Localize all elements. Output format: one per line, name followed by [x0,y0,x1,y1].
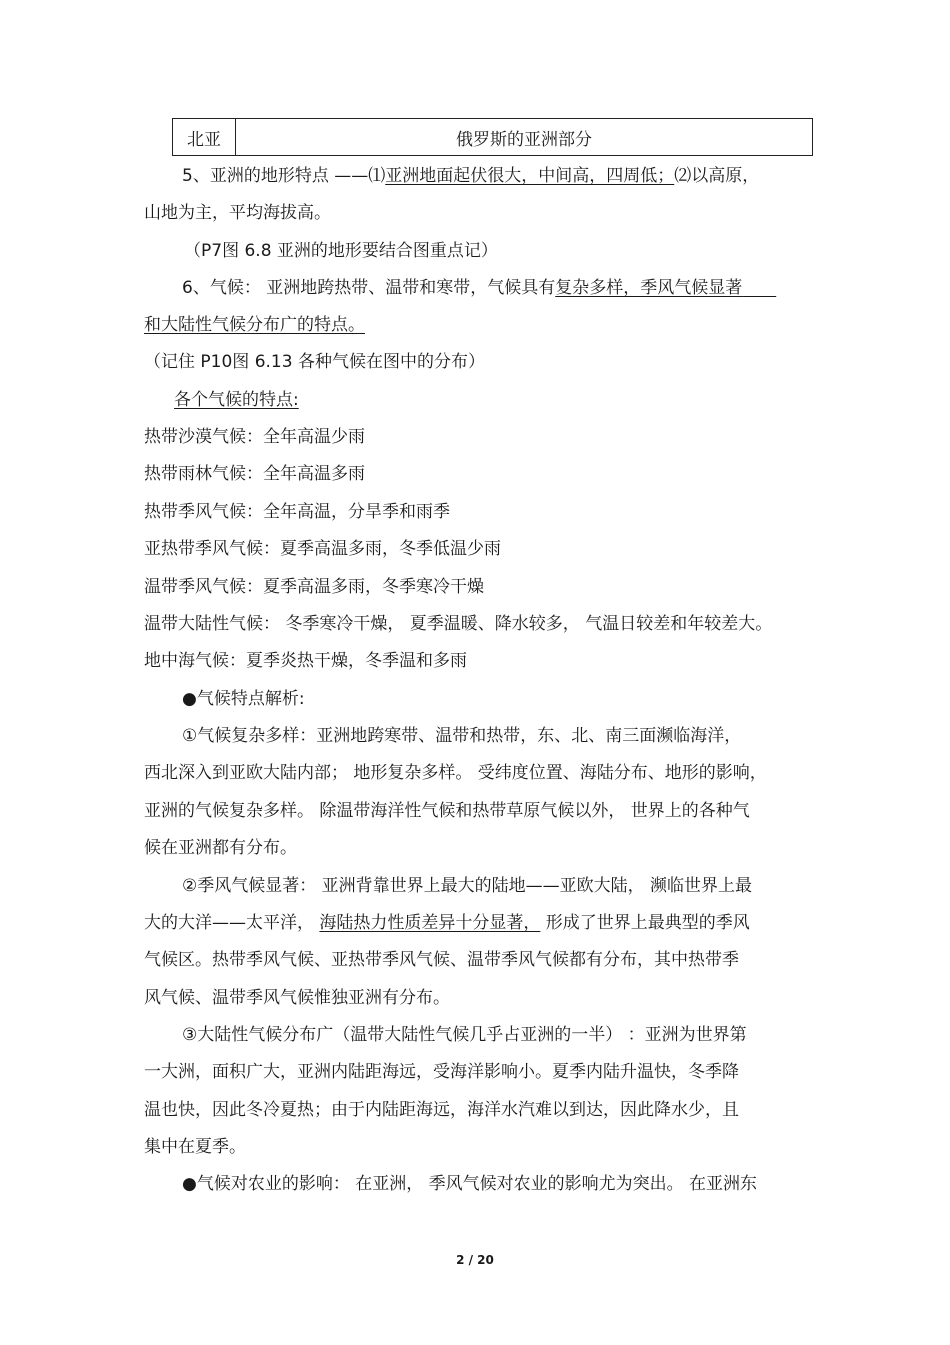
table-cell-countries: 俄罗斯的亚洲部分 [456,129,592,150]
analysis-p1-line: 西北深入到亚欧大陆内部； 地形复杂多样。 受纬度位置、海陆分布、地形的影响， [144,763,767,783]
analysis-p2-line: ②季风气候显著： 亚洲背靠世界上最大的陆地——亚欧大陆， 濒临世界上最 [182,876,753,896]
climate-item: 热带雨林气候：全年高温多雨 [144,464,365,484]
analysis-p1-line: 候在亚洲都有分布。 [144,838,297,858]
climate-item: 温带大陆性气候： 冬季寒冷干燥， 夏季温暖、降水较多， 气温日较差和年较差大。 [144,614,773,634]
section-6-line1: 6、气候： 亚洲地跨热带、温带和寒带，气候具有复杂多样，季风气候显著 [182,278,743,298]
page-number: 2 / 20 [456,1253,494,1267]
climate-item: 热带季风气候：全年高温，分旱季和雨季 [144,502,450,522]
analysis-p1-line: 亚洲的气候复杂多样。 除温带海洋性气候和热带草原气候以外， 世界上的各种气 [144,801,750,821]
analysis-p1-line: ①气候复杂多样：亚洲地跨寒带、温带和热带，东、北、南三面濒临海洋， [182,726,742,746]
analysis-heading: ●气候特点解析: [182,689,305,709]
agriculture-line: ●气候对农业的影响： 在亚洲， 季风气候对农业的影响尤为突出。 在亚洲东 [182,1174,758,1194]
analysis-p2-line: 风气候、温带季风气候惟独亚洲有分布。 [144,988,450,1008]
note-figure-6-8: （P7图 6.8 亚洲的地形要结合图重点记） [184,241,498,261]
analysis-p3-line: ③大陆性气候分布广（温带大陆性气候几乎占亚洲的一半） ：亚洲为世界第 [182,1025,747,1045]
analysis-p2-line: 气候区。热带季风气候、亚热带季风气候、温带季风气候都有分布，其中热带季 [144,950,739,970]
climate-item: 地中海气候：夏季炎热干燥，冬季温和多雨 [144,651,467,671]
climate-item: 热带沙漠气候：全年高温少雨 [144,427,365,447]
climate-item: 温带季风气候：夏季高温多雨，冬季寒冷干燥 [144,577,484,597]
note-figure-6-13: （记住 P10图 6.13 各种气候在图中的分布） [144,352,485,372]
section-5-line2: 山地为主，平均海拔高。 [144,203,331,223]
section-6-line2: 和大陆性气候分布广的特点。 [144,315,365,335]
analysis-p3-line: 一大洲，面积广大，亚洲内陆距海远，受海洋影响小。夏季内陆升温快，冬季降 [144,1062,739,1082]
analysis-p2-line: 大的大洋——太平洋， 海陆热力性质差异十分显著， 形成了世界上最典型的季风 [144,913,750,933]
climate-item: 亚热带季风气候：夏季高温多雨，冬季低温少雨 [144,539,501,559]
table-cell-region: 北亚 [173,119,236,155]
section-5-line1: 5、亚洲的地形特点 ——⑴亚洲地面起伏很大，中间高，四周低；⑵以高原， [182,166,760,186]
region-table-row [172,118,813,156]
climates-heading: 各个气候的特点: [174,390,299,410]
analysis-p3-line: 温也快，因此冬冷夏热；由于内陆距海远，海洋水汽难以到达，因此降水少，且 [144,1100,739,1120]
analysis-p3-line: 集中在夏季。 [144,1137,246,1157]
